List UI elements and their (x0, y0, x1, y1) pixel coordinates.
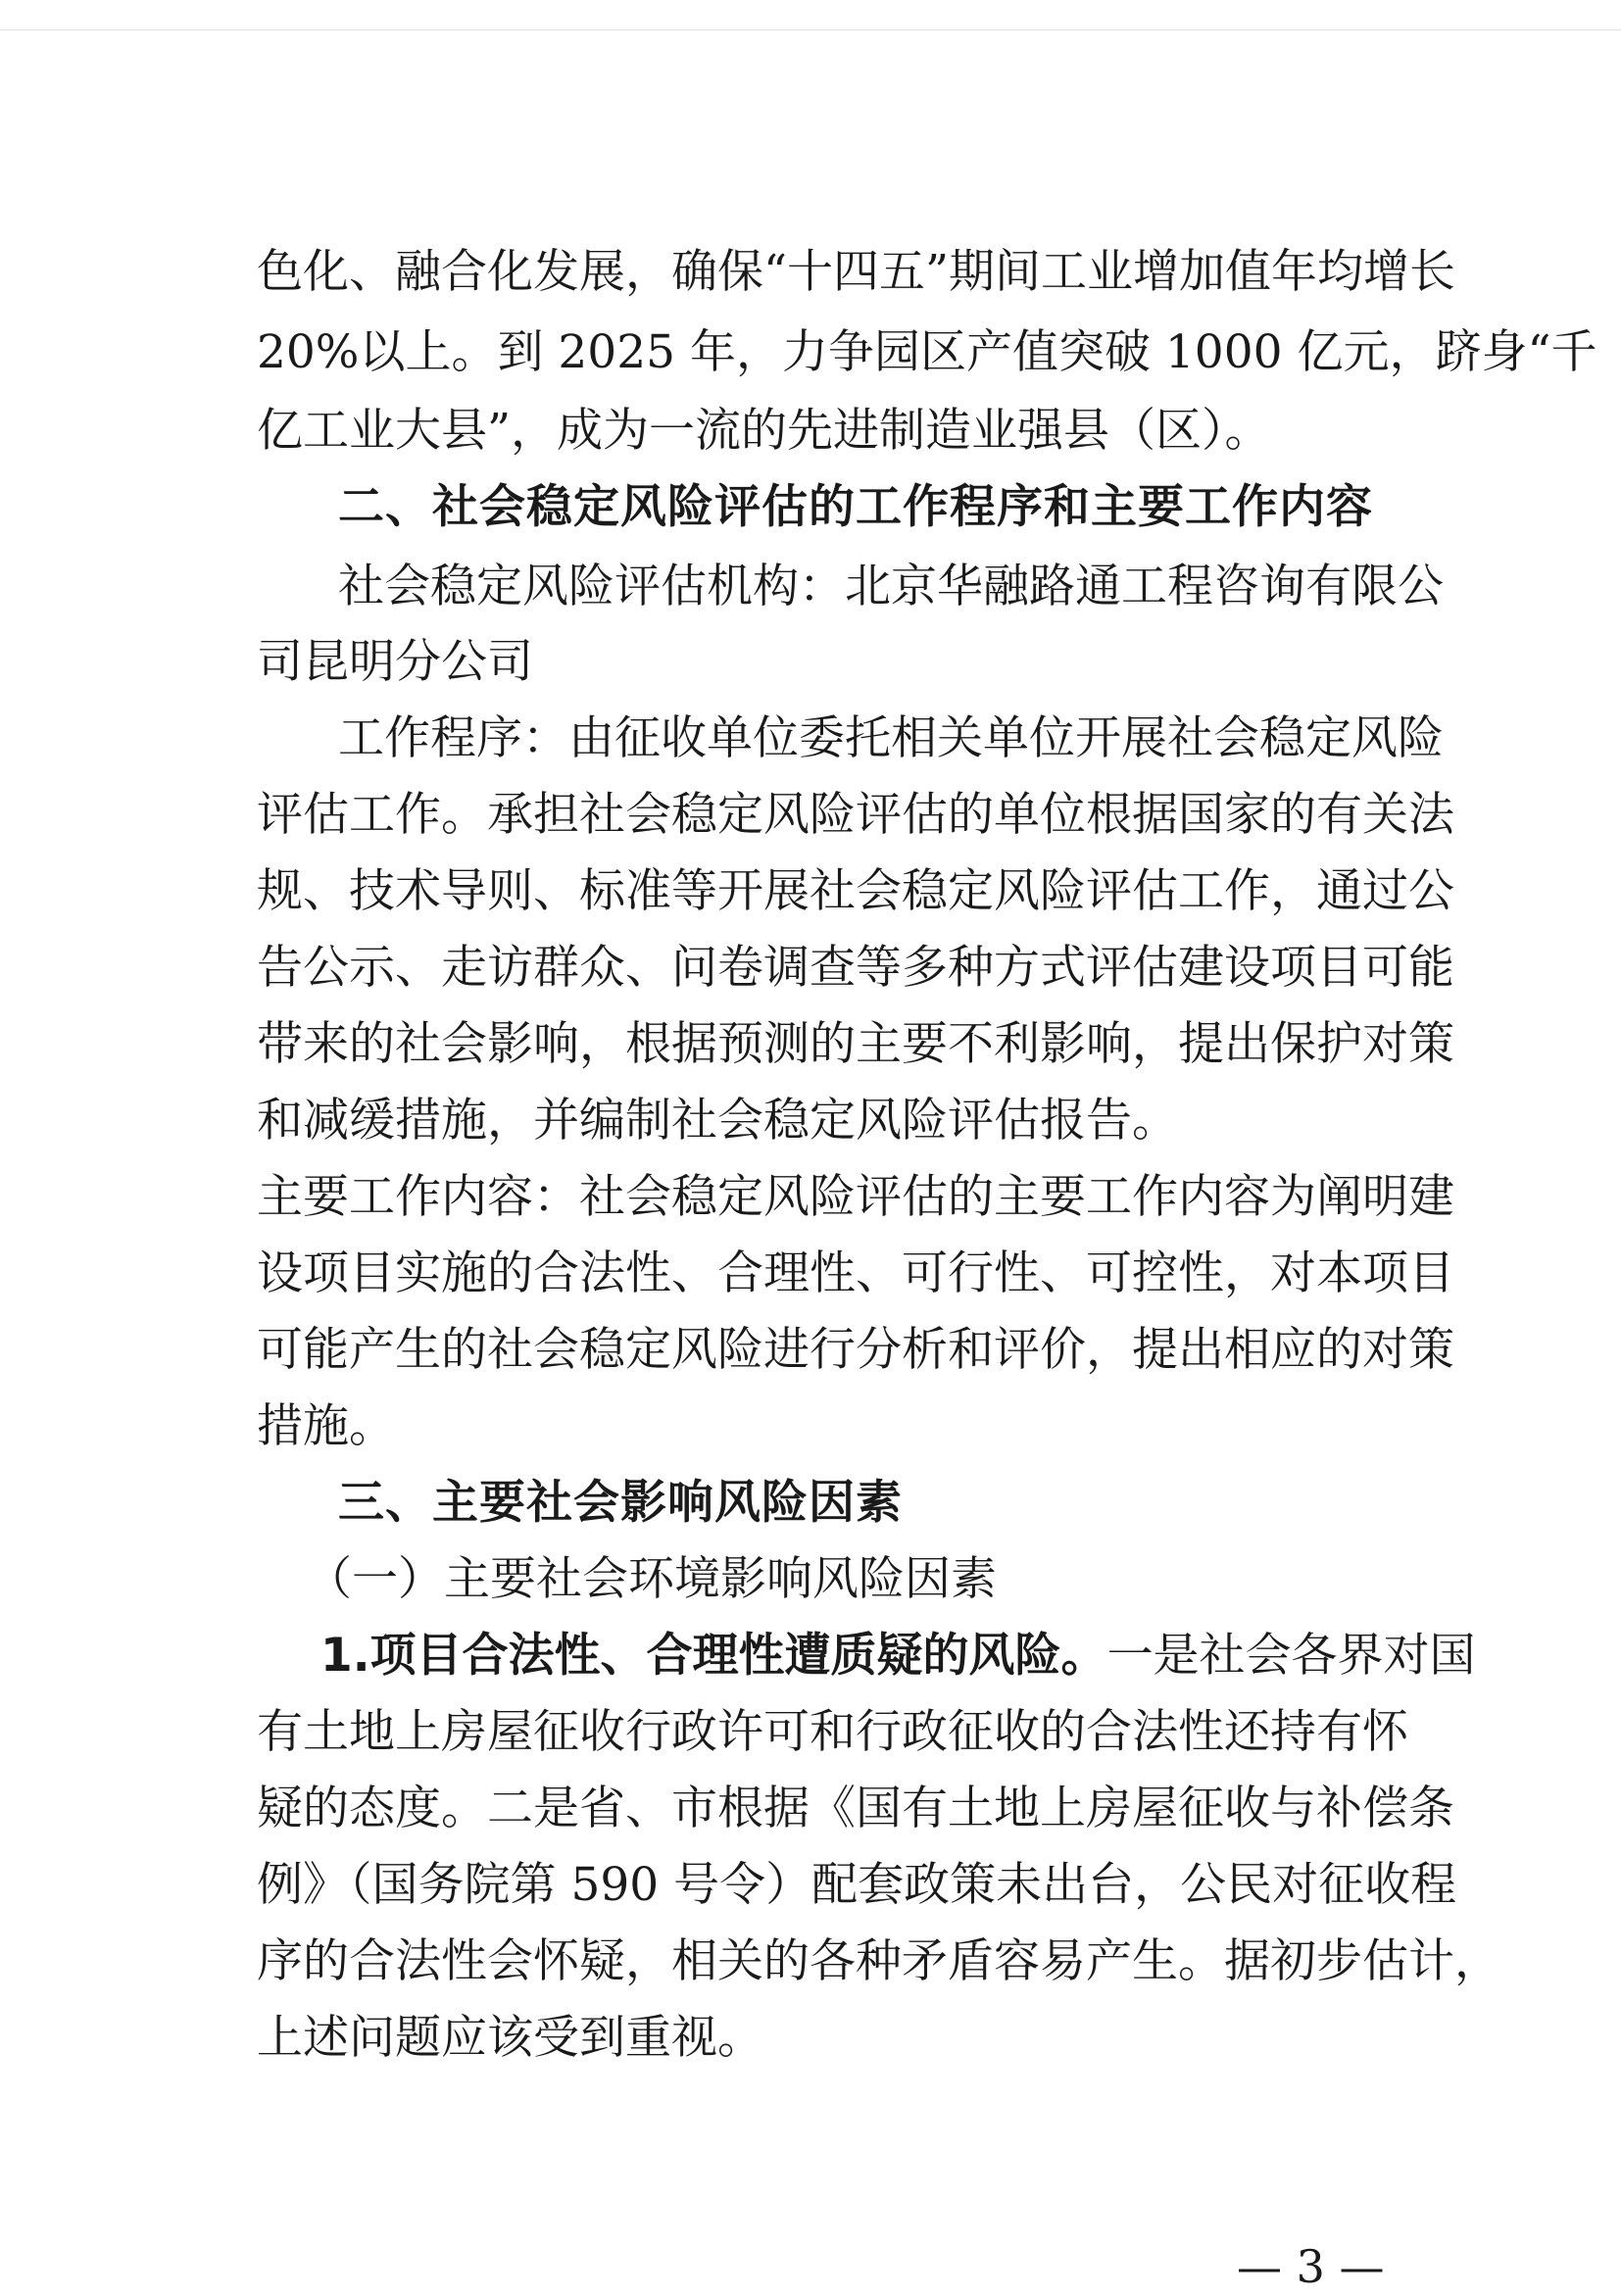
body-line: 司昆明分公司 (257, 635, 533, 689)
body-line-risk-lead (320, 1627, 1476, 1685)
body-line: 有土地上房屋征收行政许可和行政征收的合法性还持有怀 (257, 1705, 1408, 1759)
body-line: 带来的社会影响，根据预测的主要不利影响，提出保护对策 (257, 1017, 1454, 1071)
section-heading-2: 二、社会稳定风险评估的工作程序和主要工作内容 (338, 480, 1373, 534)
body-line: 工作程序：由征收单位委托相关单位开展社会稳定风险 (338, 711, 1444, 765)
body-line: 色化、融合化发展，确保“十四五”期间工业增加值年均增长 (257, 245, 1456, 299)
body-line: 例》（国务院第 590 号令）配套政策未出台，公民对征收程 (257, 1858, 1457, 1912)
body-line: 评估工作。承担社会稳定风险评估的单位根据国家的有关法 (257, 788, 1454, 842)
body-line: 序的合法性会怀疑，相关的各种矛盾容易产生。据初步估计， (257, 1934, 1500, 1988)
subsection-heading: （一）主要社会环境影响风险因素 (306, 1552, 997, 1606)
body-line: 上述问题应该受到重视。 (257, 2011, 763, 2065)
bold-risk-title: 1.项目合法性、合理性遭质疑的风险。 (320, 1629, 1107, 1683)
body-text: 一是社会各界对国 (1106, 1629, 1476, 1683)
body-line: 疑的态度。二是省、市根据《国有土地上房屋征收与补偿条 (257, 1782, 1454, 1835)
body-line: 亿工业大县”，成为一流的先进制造业强县（区）。 (257, 404, 1271, 458)
page-number: — 3 — (1237, 2240, 1385, 2293)
body-line: 措施。 (257, 1399, 395, 1453)
body-line: 规、技术导则、标准等开展社会稳定风险评估工作，通过公 (257, 864, 1454, 918)
body-line: 和减缓措施，并编制社会稳定风险评估报告。 (257, 1094, 1178, 1148)
section-heading-3: 三、主要社会影响风险因素 (338, 1476, 903, 1530)
page-top-rule (0, 29, 1621, 30)
body-line: 可能产生的社会稳定风险进行分析和评价，提出相应的对策 (257, 1323, 1454, 1377)
body-line: 20%以上。到 2025 年，力争园区产值突破 1000 亿元，跻身“千 (257, 325, 1597, 379)
body-line: 告公示、走访群众、问卷调查等多种方式评估建设项目可能 (257, 941, 1454, 995)
body-line: 社会稳定风险评估机构：北京华融路通工程咨询有限公 (338, 560, 1444, 613)
body-line: 设项目实施的合法性、合理性、可行性、可控性，对本项目 (257, 1246, 1454, 1300)
body-line: 主要工作内容：社会稳定风险评估的主要工作内容为阐明建 (257, 1170, 1454, 1224)
